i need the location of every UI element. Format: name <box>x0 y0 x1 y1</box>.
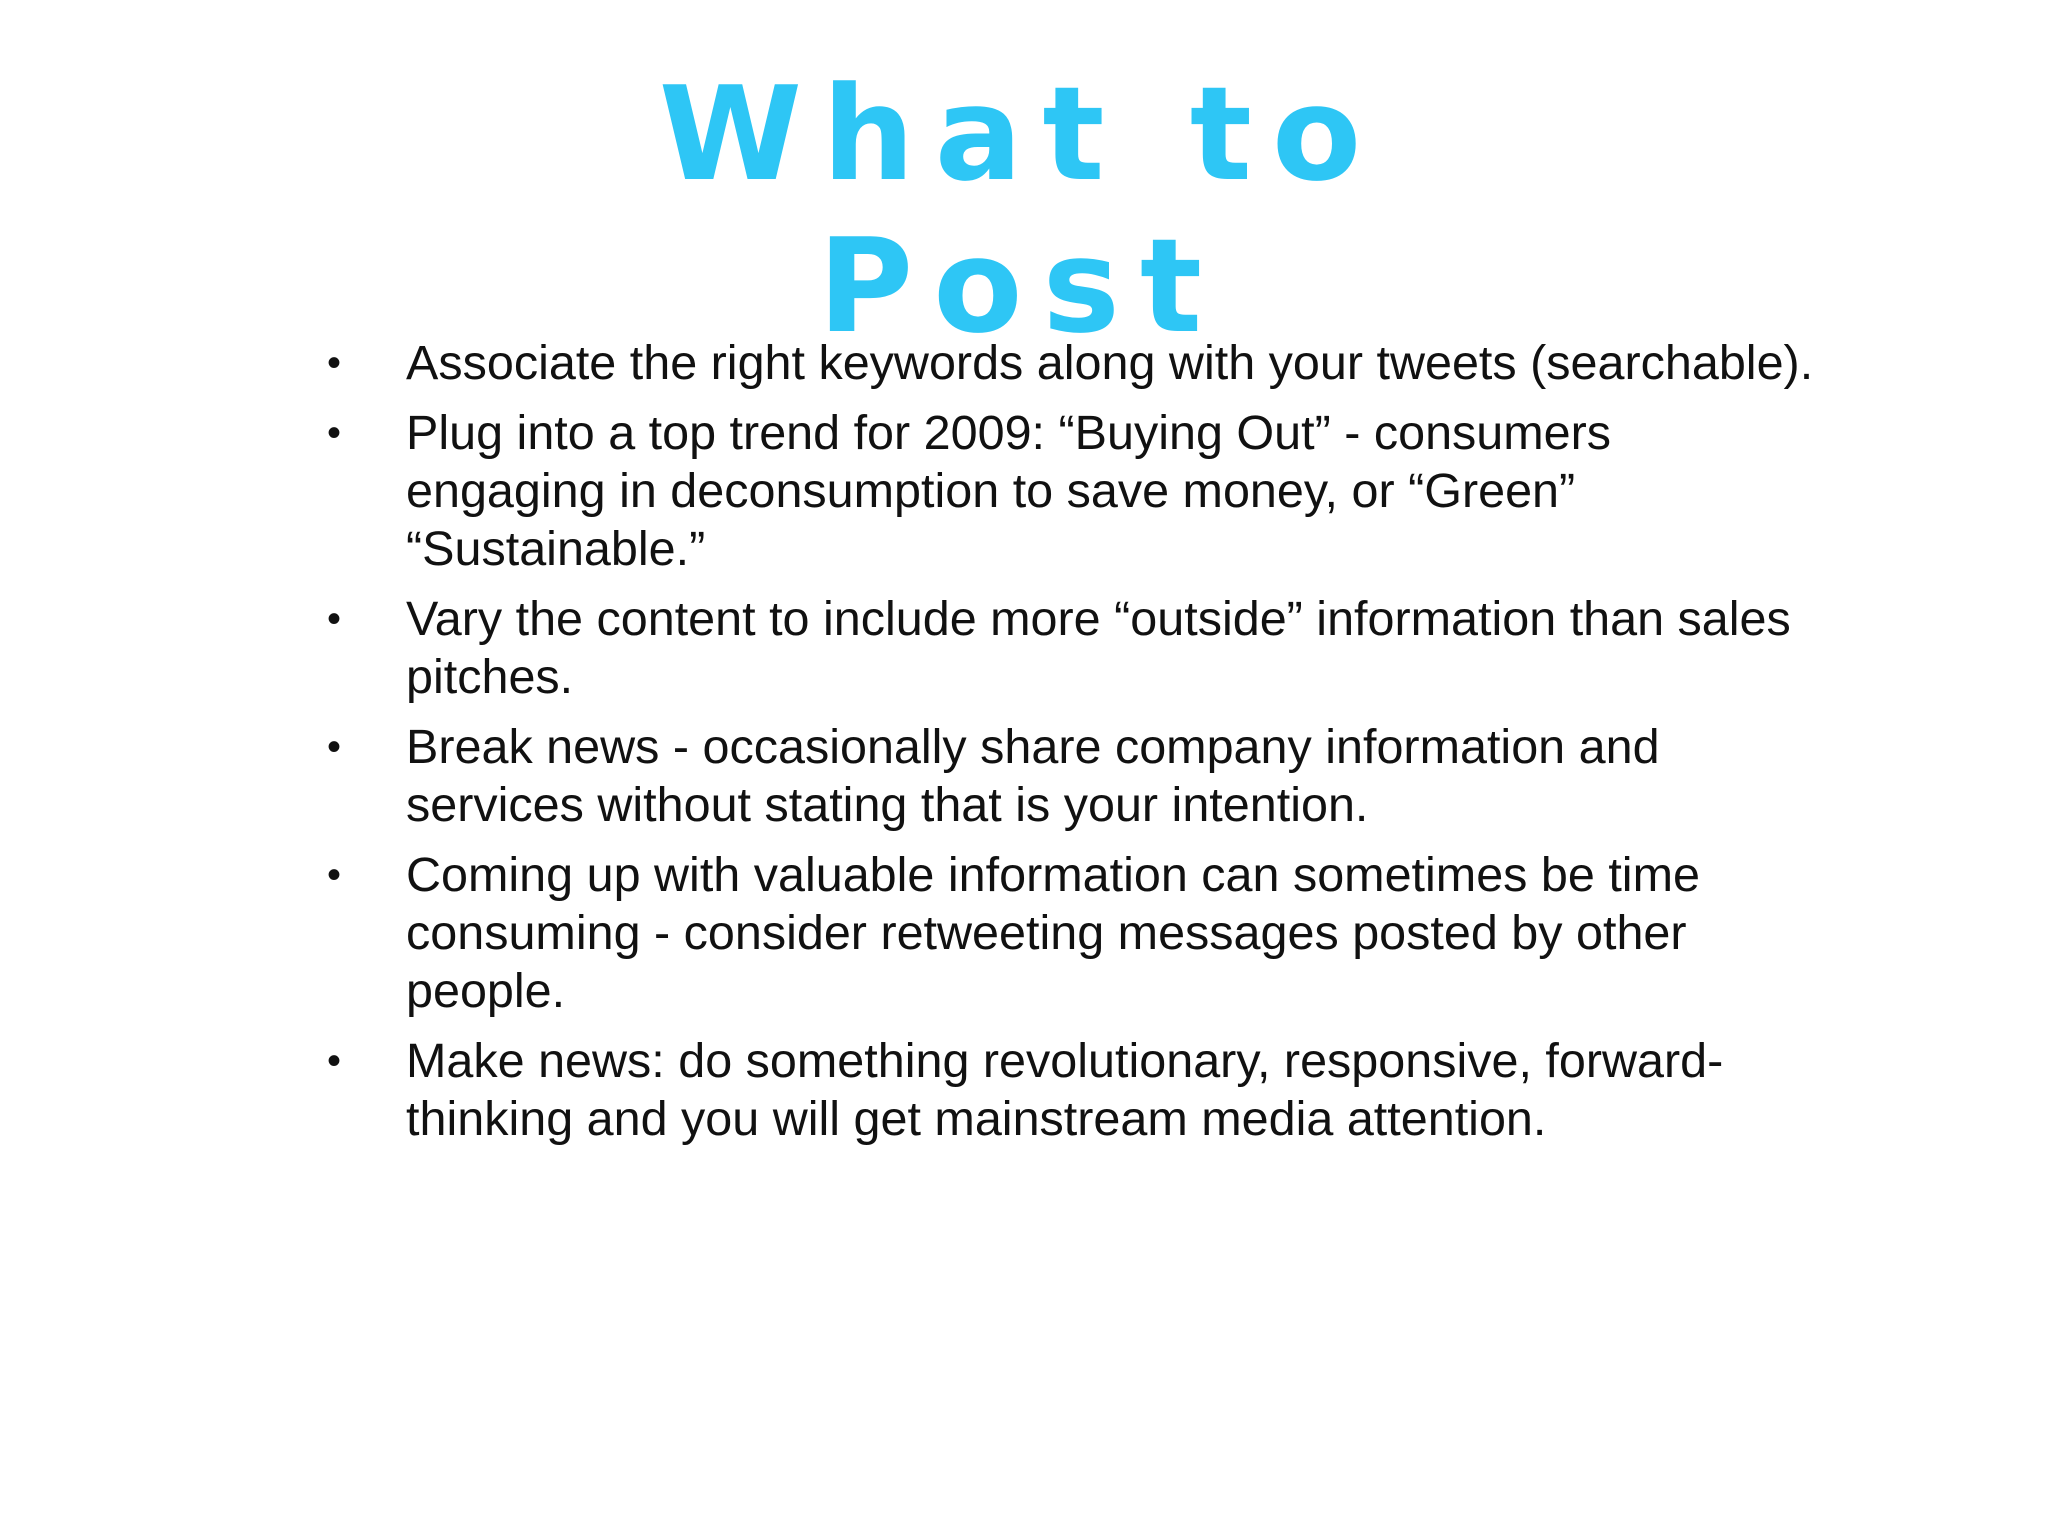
bullet-text-line: engaging in deconsumption to save money, or “Green” <box>406 464 1576 518</box>
bullet-item <box>320 1032 1960 1148</box>
bullet-text-line: Associate the right keywords along with your tweets (searchable). <box>406 336 1814 390</box>
bullet-text-line: thinking and you will get mainstream media attention. <box>406 1092 1547 1146</box>
bullet-dot-icon: • <box>327 597 342 641</box>
bullet-list <box>320 334 1960 1160</box>
bullet-text-line: Make news: do something revolutionary, responsive, forward- <box>406 1034 1724 1088</box>
bullet-dot-icon: • <box>327 341 342 385</box>
bullet-item <box>320 846 1960 1020</box>
bullet-text-line: pitches. <box>406 650 574 704</box>
bullet-text-line: “Sustainable.” <box>406 522 706 576</box>
bullet-item <box>320 404 1960 578</box>
bullet-item <box>320 334 1960 392</box>
bullet-text-line: Coming up with valuable information can sometimes be time <box>406 848 1700 902</box>
bullet-text-line: services without stating that is your intention. <box>406 778 1369 832</box>
bullet-text-line: Plug into a top trend for 2009: “Buying Out” - consumers <box>406 406 1612 460</box>
bullet-text-line: Vary the content to include more “outside” information than sales <box>406 592 1791 646</box>
bullet-dot-icon: • <box>327 1039 342 1083</box>
bullet-item <box>320 718 1960 834</box>
slide-title-line-1: What to <box>658 58 1382 210</box>
bullet-dot-icon: • <box>327 725 342 769</box>
bullet-dot-icon: • <box>327 411 342 455</box>
bullet-item <box>320 590 1960 706</box>
bullet-text-line: consuming - consider retweeting messages posted by other <box>406 906 1687 960</box>
slide-title-line-2: Post <box>817 210 1223 362</box>
slide-title <box>520 58 1520 362</box>
bullet-dot-icon: • <box>327 853 342 897</box>
bullet-text-line: people. <box>406 964 566 1018</box>
bullet-text-line: Break news - occasionally share company information and <box>406 720 1660 774</box>
